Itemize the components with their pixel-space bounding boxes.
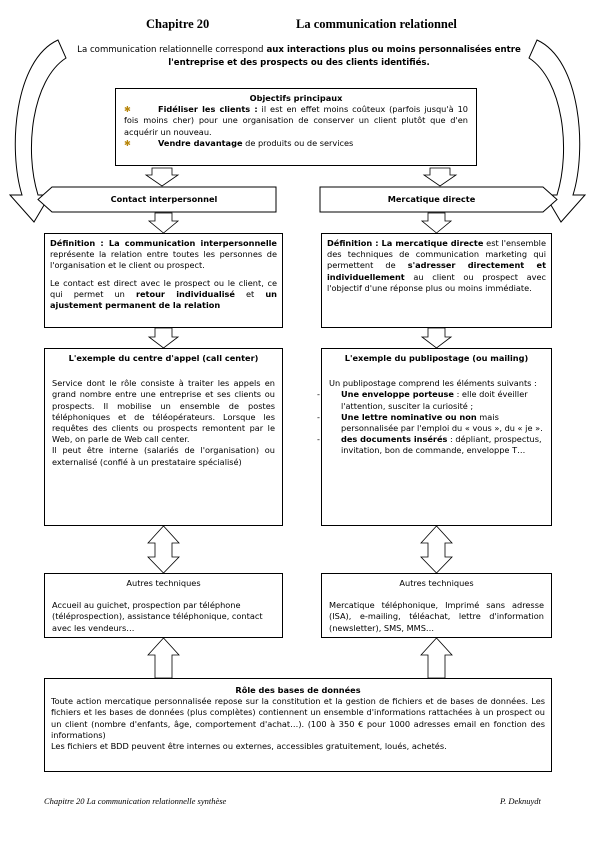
callcenter-para-2: Il peut être interne (salariés de l'organisation) ou externalisé (confié à un prestataire spécialisé) xyxy=(52,445,275,467)
mailing-list xyxy=(317,389,544,456)
chapter-label: Chapitre 20 xyxy=(146,17,210,31)
objectives-box xyxy=(115,88,477,166)
callcenter-para-1: Service dont le rôle consiste à traiter les appels en grand nombre entre une entreprise et ses clients ou prospects. Il mobilise un ensemble de postes téléphoniques et de téléopérateurs. Lorsque les requêtes des clients ou prospects remontent par le Web, on parle de Web call center. xyxy=(52,378,275,445)
databases-title: Rôle des bases de données xyxy=(235,685,361,695)
objective-1-bold: Fidéliser les clients : xyxy=(158,104,258,115)
other-techniques-right-text: Mercatique téléphonique, Imprimé sans adresse (ISA), e-mailing, téléachat, lettre d'information (newsletter), SMS, MMS… xyxy=(329,600,544,633)
objective-2-bold: Vendre davantage xyxy=(158,137,243,148)
mailing-list-item: - Une enveloppe porteuse : elle doit éveiller l'attention, susciter la curiosité ; xyxy=(317,389,528,411)
definition-left-para-2: Le contact est direct avec le prospect ou le client, ce qui permet un retour individualisé et un ajustement permanent de la relation xyxy=(50,277,278,311)
double-arrow-right xyxy=(421,526,452,573)
up-arrow-left xyxy=(148,638,179,678)
definition-left-para-1: Définition : La communication interpersonnelle représente la relation entre toutes les personnes de l'organisation et le client ou prospect. xyxy=(50,238,277,271)
double-arrow-left xyxy=(148,526,179,573)
footer-left: Chapitre 20 La communication relationnelle synthèse xyxy=(44,796,227,806)
bullet-star-icon: ✱ xyxy=(124,104,131,115)
mailing-list-item: - des documents insérés : dépliant, prospectus, invitation, bon de commande, enveloppe T… xyxy=(317,434,542,456)
other-techniques-right-box xyxy=(321,573,552,638)
down-arrow-right-3 xyxy=(422,328,451,348)
other-techniques-right-title: Autres techniques xyxy=(399,578,474,588)
down-arrow-right-small xyxy=(424,168,456,186)
mailing-box xyxy=(317,348,552,526)
down-arrow-left-small xyxy=(146,168,178,186)
objectives-item-2 xyxy=(124,138,468,149)
banner-left-label: Contact interpersonnel xyxy=(110,194,218,204)
mailing-title: L'exemple du publipostage (ou mailing) xyxy=(344,353,529,363)
mailing-list-item: - Une lettre nominative ou non mais personnalisée par l'emploi du « vous », du « je ». xyxy=(317,411,543,434)
other-techniques-left-title: Autres techniques xyxy=(126,578,201,588)
up-arrow-right xyxy=(421,638,452,678)
callcenter-box xyxy=(44,348,283,526)
databases-para-2: Les fichiers et BDD peuvent être internes ou externes, accessibles gratuitement, loués, achetés. xyxy=(51,741,447,752)
definition-left-box xyxy=(44,233,283,328)
definition-right-para: Définition : La mercatique directe est l'ensemble des techniques de communication marketing qui permettent de s'adresser directement et individuellement au client ou prospect avec l'objectif d'une réponse plus ou moins immédiate. xyxy=(327,238,546,293)
bullet-star-icon: ✱ xyxy=(124,137,131,148)
objectives-title: Objectifs principaux xyxy=(249,93,343,103)
mailing-intro: Un publipostage comprend les éléments suivants : xyxy=(329,378,537,389)
page-title: La communication relationnel xyxy=(296,17,457,31)
objective-2-text: de produits ou de services xyxy=(242,137,354,148)
down-arrow-left-3 xyxy=(149,328,178,348)
databases-para-1: Toute action mercatique personnalisée repose sur la constitution et la gestion de fichiers et de bases de données. Les fichiers et les bases de données (plus complètes) contiennent un ensemble d'informations rattachées à un prospect ou un client (nombre d'enfants, âge, comportement d'achat…). (100 à 350 € pour 1000 adresses email en fonction des informations) xyxy=(51,696,545,740)
down-arrow-left-2 xyxy=(149,213,178,233)
definition-right-box xyxy=(321,233,552,328)
other-techniques-left-box xyxy=(44,573,283,638)
down-arrow-right-2 xyxy=(422,213,451,233)
other-techniques-left-text: Accueil au guichet, prospection par téléphone (téléprospection), assistance téléphonique, contact avec les vendeurs… xyxy=(52,600,263,633)
footer-right: P. Deknuydt xyxy=(500,796,541,806)
banner-right-label: Mercatique directe xyxy=(387,194,476,204)
databases-box xyxy=(44,678,552,772)
intro-plain: La communication relationnelle correspond xyxy=(77,45,264,55)
objectives-item-1 xyxy=(124,104,468,138)
objective-1-text: il est en effet moins coûteux (parfois jusqu'à 10 fois moins cher) pour une organisation de conserver un client plutôt que d'en acquérir un nouveau. xyxy=(124,104,468,137)
callcenter-title: L'exemple du centre d'appel (call center) xyxy=(68,353,259,363)
intro-bold: aux interactions plus ou moins personnalisées entre l'entreprise et des prospects ou des clients identifiés. xyxy=(168,45,521,68)
